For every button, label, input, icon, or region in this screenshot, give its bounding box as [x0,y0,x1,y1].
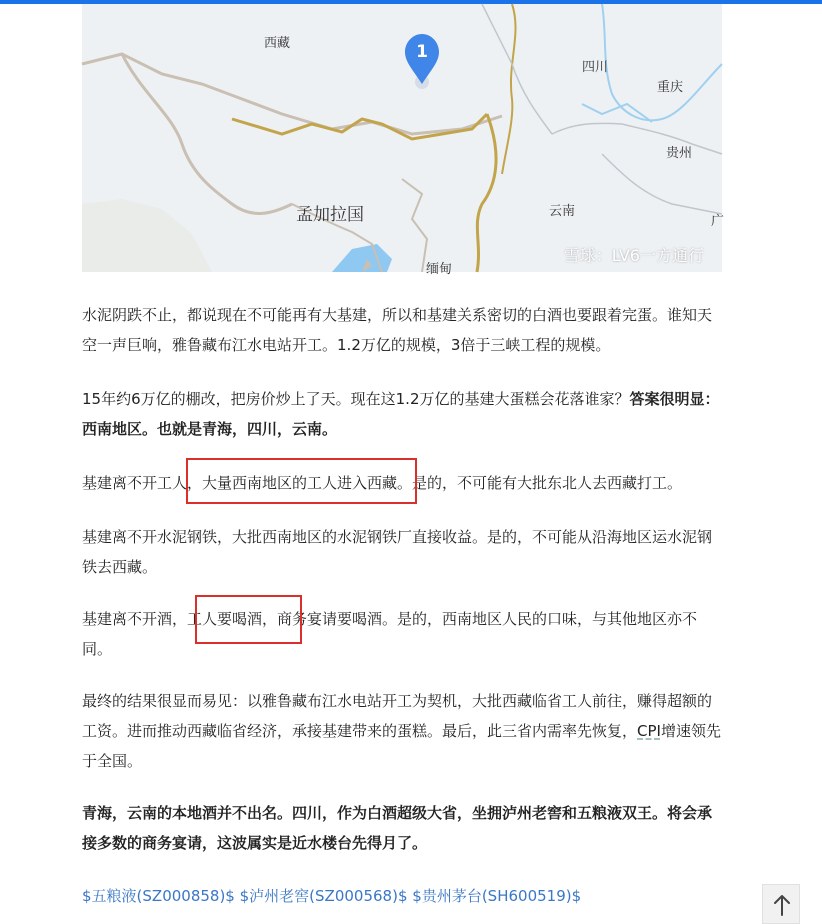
map-image [82,4,725,277]
map-label-bangladesh: 孟加拉国 [296,205,364,225]
paragraph-2-text: 15年约6万亿的棚改，把房价炒上了天。现在这1.2万亿的基建大蛋糕会花落谁家？ [82,390,630,408]
paragraph-6-tail: 增速领先于全国。 [82,722,721,770]
stock-link-moutai[interactable]: $贵州茅台(SH600519)$ [412,887,582,905]
cpi-term[interactable]: CPI [637,722,661,740]
map-pin-number: 1 [416,42,428,62]
map-label-guang: 广 [711,214,725,229]
map-watermark: 雪球：LV6一方通行 [563,246,704,265]
map-label-myanmar: 缅甸 [426,262,453,277]
paragraph-7: 青海，云南的本地酒并不出名。四川，作为白酒超级大省，坐拥泸州老窖和五粮液双王。将会承接多数的商务宴请，这波属实是近水楼台先得月了。 [82,804,713,852]
highlight-box-drinking [195,595,302,644]
map-label-chongqing: 重庆 [657,80,684,95]
paragraph-6 [82,686,724,776]
paragraph-2-bold: 答案很明显：西南地区。也就是青海，四川，云南。 [82,390,720,438]
paragraph-6-text: 最终的结果很显而易见：以雅鲁藏布江水电站开工为契机，大批西藏临省工人前往，赚得超额的工资。进而推动西藏临省经济，承接基建带来的蛋糕。最后，此三省内需率先恢复， [82,692,713,740]
map-label-sichuan: 四川 [582,60,609,75]
map-label-guizhou: 贵州 [666,146,693,161]
paragraph-2 [82,384,724,444]
stock-link-wuliangye[interactable]: $五粮液(SZ000858)$ [82,887,235,905]
back-to-top-button[interactable] [762,884,800,924]
map-label-xizang: 西藏 [264,36,291,51]
paragraph-1: 水泥阴跌不止，都说现在不可能再有大基建，所以和基建关系密切的白酒也要跟着完蛋。谁知天空一声巨响，雅鲁藏布江水电站开工。1.2万亿的规模，3倍于三峡工程的规模。 [82,306,713,354]
map-label-yunnan: 云南 [549,204,576,219]
map-graphic [82,4,725,272]
stock-links [82,884,581,908]
stock-link-luzhou[interactable]: $泸州老窖(SZ000568)$ [239,887,408,905]
paragraph-3: 基建离不开工人，大量西南地区的工人进入西藏。是的，不可能有大批东北人去西藏打工。 [82,474,683,492]
paragraph-5: 基建离不开酒，工人要喝酒，商务宴请要喝酒。是的，西南地区人民的口味，与其他地区亦不同。 [82,610,698,658]
highlight-box-workers [186,458,417,504]
paragraph-4: 基建离不开水泥钢铁，大批西南地区的水泥钢铁厂直接收益。是的，不可能从沿海地区运水泥钢铁去西藏。 [82,528,713,576]
arrow-up-icon [773,894,791,916]
